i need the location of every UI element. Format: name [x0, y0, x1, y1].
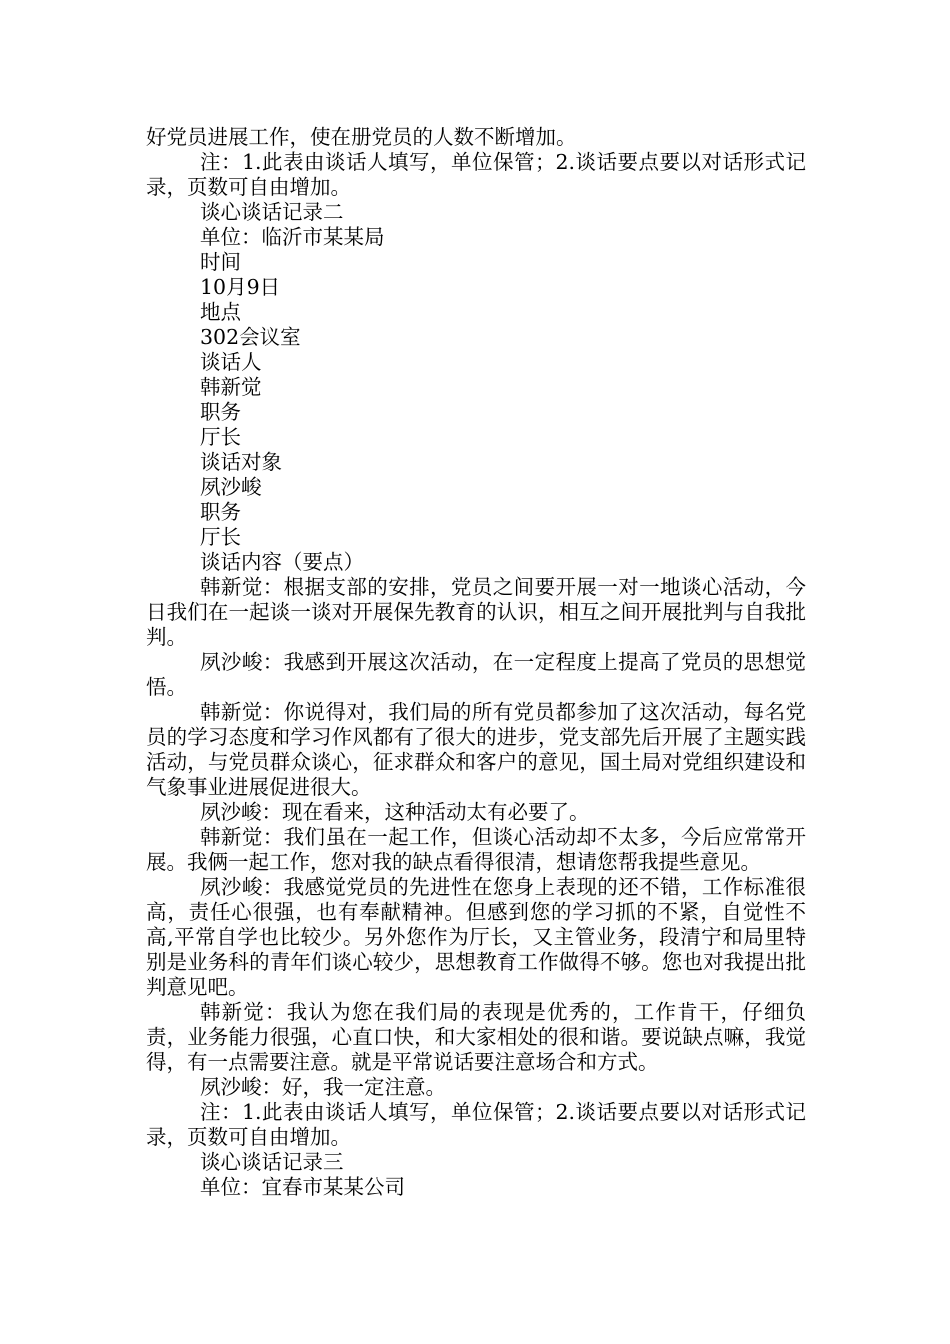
document-body [146, 125, 806, 1200]
content-heading: 谈话内容（要点） [200, 550, 364, 574]
location-label: 地点 [200, 300, 241, 324]
speaker-value: 韩新觉 [200, 375, 262, 399]
note-paragraph: 注：1.此表由谈话人填写，单位保管；2.谈话要点要以对话形式记录，页数可自由增加。 [146, 150, 806, 199]
dialogue-paragraph: 夙沙峻：现在看来，这种活动太有必要了。 [200, 800, 590, 824]
target-position-value: 厅长 [200, 525, 241, 549]
dialogue-paragraph: 韩新觉：我们虽在一起工作，但谈心活动却不太多，今后应常常开展。我俩一起工作，您对我的缺点看得很清，想请您帮我提些意见。 [146, 825, 806, 874]
section-title: 谈心谈话记录二 [200, 200, 344, 224]
target-value: 夙沙峻 [200, 475, 262, 499]
section-title: 谈心谈话记录三 [200, 1150, 344, 1174]
location-value: 302会议室 [200, 325, 301, 349]
dialogue-paragraph: 韩新觉：你说得对，我们局的所有党员都参加了这次活动，每名党员的学习态度和学习作风都有了很大的进步，党支部先后开展了主题实践活动，与党员群众谈心，征求群众和客户的意见，国土局对党组织建设和气象事业进展促进很大。 [146, 700, 806, 799]
dialogue-paragraph: 夙沙峻：我感觉党员的先进性在您身上表现的还不错，工作标准很高，责任心很强，也有奉献精神。但感到您的学习抓的不紧，自觉性不高,平常自学也比较少。另外您作为厅长，又主管业务，段清宁和局里特别是业务科的青年们谈心较少，思想教育工作做得不够。您也对我提出批判意见吧。 [146, 875, 806, 999]
speaker-position-label: 职务 [200, 400, 241, 424]
dialogue-paragraph: 韩新觉：我认为您在我们局的表现是优秀的，工作肯干，仔细负责，业务能力很强，心直口快，和大家相处的很和谐。要说缺点嘛，我觉得，有一点需要注意。就是平常说话要注意场合和方式。 [146, 1000, 806, 1074]
speaker-label: 谈话人 [200, 350, 262, 374]
dialogue-paragraph: 夙沙峻：好，我一定注意。 [200, 1075, 446, 1099]
speaker-position-value: 厅长 [200, 425, 241, 449]
dialogue-paragraph: 夙沙峻：我感到开展这次活动，在一定程度上提高了党员的思想觉悟。 [146, 650, 806, 699]
paragraph-continuation: 好党员进展工作，使在册党员的人数不断增加。 [146, 125, 577, 149]
time-value: 10月9日 [200, 275, 281, 299]
unit-line: 单位：宜春市某某公司 [200, 1175, 405, 1199]
dialogue-paragraph: 韩新觉：根据支部的安排，党员之间要开展一对一地谈心活动，今日我们在一起谈一谈对开展保先教育的认识，相互之间开展批判与自我批判。 [146, 575, 806, 649]
note-paragraph: 注：1.此表由谈话人填写，单位保管；2.谈话要点要以对话形式记录，页数可自由增加。 [146, 1100, 806, 1149]
unit-line: 单位：临沂市某某局 [200, 225, 385, 249]
target-label: 谈话对象 [200, 450, 282, 474]
target-position-label: 职务 [200, 500, 241, 524]
time-label: 时间 [200, 250, 241, 274]
